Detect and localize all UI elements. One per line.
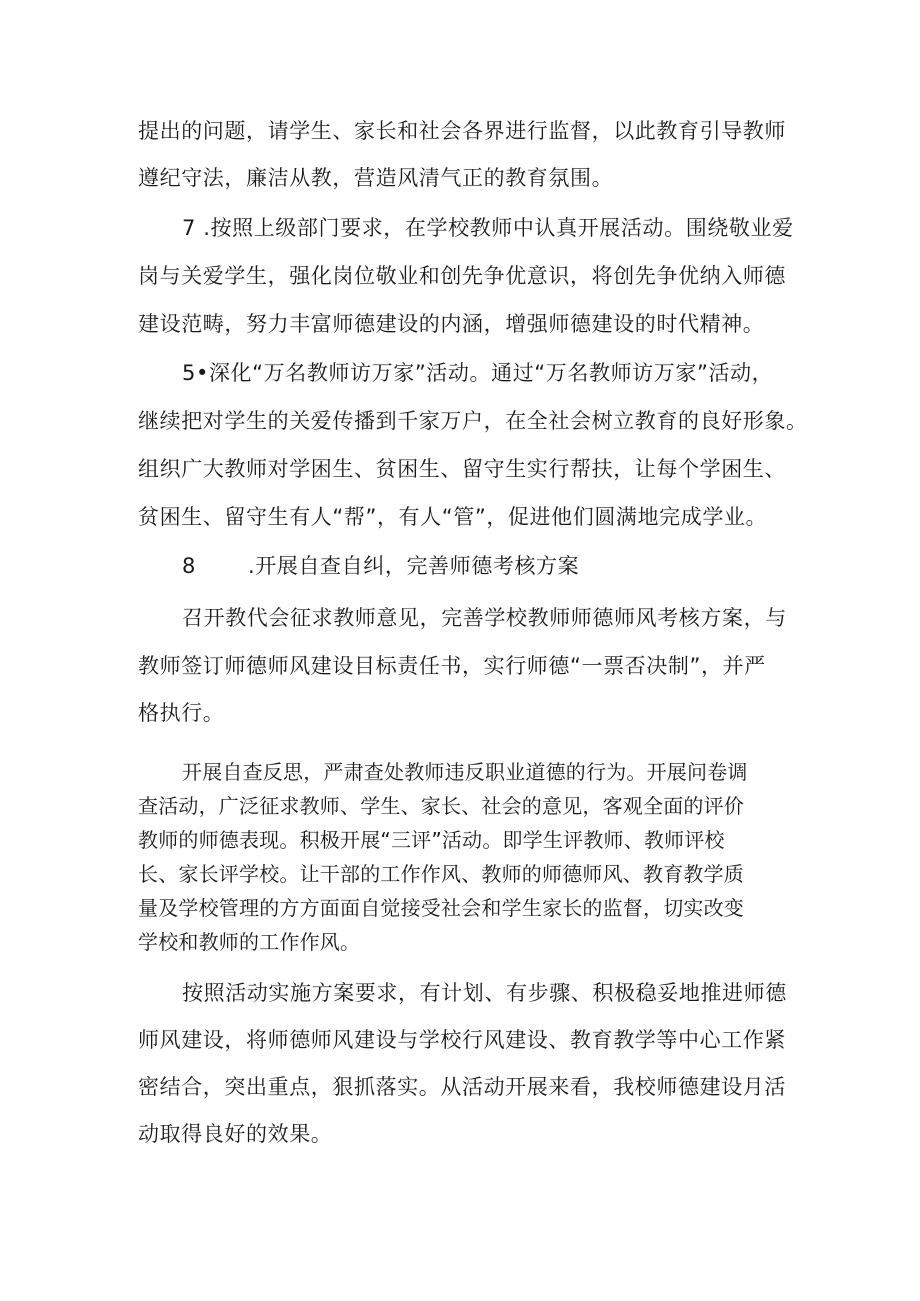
section-title: .开展自查自纠，完善师德考核方案 xyxy=(247,554,580,578)
text-line-15: 开展自查反思，严肃查处教师违反职业道德的行为。开展问卷调 xyxy=(182,760,748,784)
text-line-24: 动取得良好的效果。 xyxy=(138,1122,333,1146)
text-line-23: 密结合，突出重点，狠抓落实。从活动开展来看，我校师德建设月活 xyxy=(138,1075,786,1099)
text-line-18: 长、家长评学校。让干部的工作作风、教师的师德师风、教育教学质 xyxy=(138,862,744,886)
text-line-5: 建设范畴，努力丰富师德建设的内涵，增强师德建设的时代精神。 xyxy=(138,312,765,336)
text-line-6: 5•深化“万名教师访万家”活动。通过“万名教师访万家”活动， xyxy=(182,361,774,385)
text-line-7: 继续把对学生的关爱传播到千家万户，在全社会树立教育的良好形象。 xyxy=(138,409,808,433)
text-line-19: 量及学校管理的方方面面自觉接受社会和学生家长的监督，切实改变 xyxy=(138,896,744,920)
text-line-21: 按照活动实施方案要求，有计划、有步骤、积极稳妥地推进师德 xyxy=(182,981,787,1005)
text-line-17: 教师的师德表现。积极开展“三评”活动。即学生评教师、教师评校 xyxy=(138,828,725,852)
section-number: 8 xyxy=(182,554,196,578)
section-heading-8 xyxy=(182,552,798,580)
text-line-3: 7 .按照上级部门要求，在学校教师中认真开展活动。围绕敬业爱 xyxy=(182,216,794,240)
text-line-12: 召开教代会征求教师意见，完善学校教师师德师风考核方案，与 xyxy=(182,606,787,630)
text-line-20: 学校和教师的工作作风。 xyxy=(138,930,361,954)
text-line-8: 组织广大教师对学困生、贫困生、留守生实行帮扶，让每个学困生、 xyxy=(138,457,786,481)
text-line-16: 查活动，广泛征求教师、学生、家长、社会的意见，客观全面的评价 xyxy=(138,794,744,818)
text-line-22: 师风建设，将师德师风建设与学校行风建设、教育教学等中心工作紧 xyxy=(138,1028,786,1052)
text-line-2: 遵纪守法，廉洁从教，营造风清气正的教育氛围。 xyxy=(138,166,614,190)
text-line-1: 提出的问题，请学生、家长和社会各界进行监督，以此教育引导教师 xyxy=(138,119,786,143)
text-line-13: 教师签订师德师风建设目标责任书，实行师德“一票否决制”，并严 xyxy=(138,654,766,678)
text-line-4: 岗与关爱学生，强化岗位敬业和创先争优意识，将创先争优纳入师德 xyxy=(138,264,786,288)
text-line-14: 格执行。 xyxy=(138,701,225,725)
text-line-9: 贫困生、留守生有人“帮”，有人“管”，促进他们圆满地完成学业。 xyxy=(138,505,768,529)
